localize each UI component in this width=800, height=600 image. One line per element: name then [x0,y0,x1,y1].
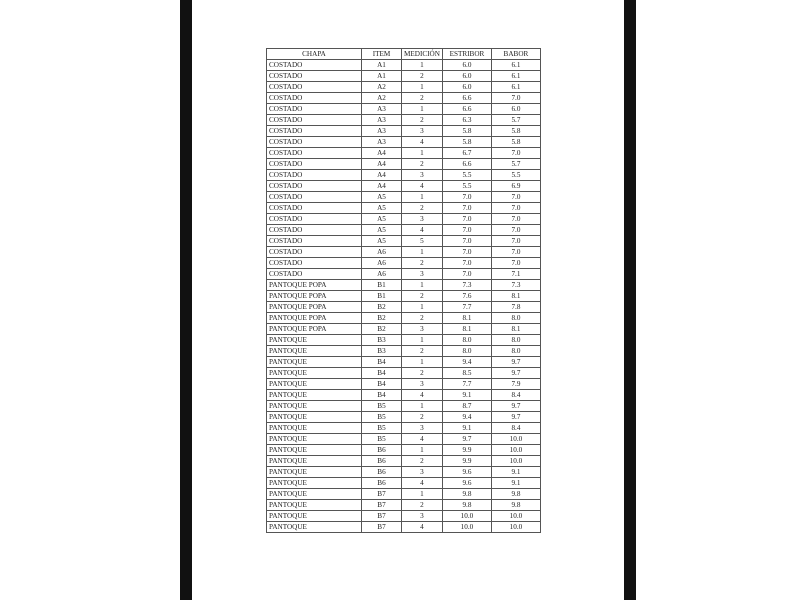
table-row [267,82,541,93]
cell-medicion: 1 [402,247,443,258]
cell-item: A6 [362,258,402,269]
cell-chapa: PANTOQUE [267,445,362,456]
document-page [192,0,624,600]
cell-item: B5 [362,423,402,434]
cell-chapa: COSTADO [267,137,362,148]
table-row [267,280,541,291]
cell-babor: 6.9 [491,181,540,192]
cell-babor: 5.8 [491,126,540,137]
cell-babor: 10.0 [491,511,540,522]
cell-chapa: PANTOQUE [267,357,362,368]
cell-estribor: 6.0 [442,71,491,82]
cell-chapa: PANTOQUE [267,500,362,511]
cell-medicion: 1 [402,280,443,291]
cell-chapa: COSTADO [267,82,362,93]
cell-medicion: 4 [402,390,443,401]
cell-chapa: COSTADO [267,181,362,192]
cell-medicion: 1 [402,148,443,159]
cell-estribor: 7.0 [442,203,491,214]
cell-chapa: COSTADO [267,214,362,225]
table-row [267,93,541,104]
cell-estribor: 7.3 [442,280,491,291]
cell-estribor: 7.6 [442,291,491,302]
cell-estribor: 6.0 [442,82,491,93]
cell-chapa: COSTADO [267,258,362,269]
cell-babor: 10.0 [491,445,540,456]
cell-chapa: PANTOQUE POPA [267,280,362,291]
table-row [267,423,541,434]
cell-chapa: COSTADO [267,93,362,104]
table-row [267,269,541,280]
table-row [267,489,541,500]
cell-babor: 8.1 [491,324,540,335]
cell-chapa: COSTADO [267,126,362,137]
cell-item: A4 [362,181,402,192]
cell-babor: 8.0 [491,346,540,357]
cell-item: B6 [362,478,402,489]
cell-estribor: 9.6 [442,478,491,489]
cell-item: A1 [362,60,402,71]
thickness-measurement-table [266,48,541,533]
cell-babor: 6.1 [491,60,540,71]
cell-estribor: 6.6 [442,93,491,104]
cell-item: B5 [362,434,402,445]
cell-item: B7 [362,500,402,511]
cell-babor: 5.7 [491,159,540,170]
table-row [267,500,541,511]
table-row [267,159,541,170]
cell-item: B5 [362,401,402,412]
cell-item: B4 [362,368,402,379]
cell-chapa: PANTOQUE [267,401,362,412]
cell-babor: 8.0 [491,313,540,324]
table-row [267,247,541,258]
cell-medicion: 2 [402,71,443,82]
cell-medicion: 4 [402,434,443,445]
cell-chapa: PANTOQUE [267,511,362,522]
cell-babor: 5.5 [491,170,540,181]
table-row [267,368,541,379]
cell-estribor: 10.0 [442,522,491,533]
cell-babor: 9.7 [491,357,540,368]
table-row [267,467,541,478]
cell-chapa: PANTOQUE POPA [267,324,362,335]
cell-medicion: 3 [402,269,443,280]
cell-babor: 7.0 [491,93,540,104]
cell-chapa: PANTOQUE [267,423,362,434]
cell-item: A3 [362,126,402,137]
cell-babor: 6.1 [491,82,540,93]
table-row [267,170,541,181]
cell-medicion: 3 [402,467,443,478]
cell-babor: 5.7 [491,115,540,126]
cell-chapa: PANTOQUE [267,412,362,423]
cell-medicion: 2 [402,456,443,467]
cell-estribor: 9.9 [442,456,491,467]
cell-medicion: 4 [402,225,443,236]
column-header-medicion: MEDICIÓN [402,49,443,60]
cell-medicion: 3 [402,379,443,390]
cell-estribor: 9.1 [442,390,491,401]
cell-estribor: 9.8 [442,500,491,511]
cell-medicion: 2 [402,500,443,511]
cell-estribor: 7.7 [442,302,491,313]
table-row [267,390,541,401]
cell-medicion: 1 [402,104,443,115]
cell-estribor: 7.0 [442,192,491,203]
cell-babor: 6.1 [491,71,540,82]
table-row [267,60,541,71]
table-row [267,346,541,357]
cell-babor: 7.0 [491,225,540,236]
cell-item: A3 [362,115,402,126]
cell-medicion: 2 [402,291,443,302]
cell-estribor: 7.0 [442,247,491,258]
cell-estribor: 8.1 [442,313,491,324]
cell-medicion: 2 [402,313,443,324]
cell-estribor: 7.0 [442,269,491,280]
cell-babor: 9.1 [491,478,540,489]
cell-chapa: PANTOQUE [267,434,362,445]
cell-chapa: PANTOQUE [267,390,362,401]
cell-estribor: 9.9 [442,445,491,456]
cell-estribor: 8.7 [442,401,491,412]
table-row [267,335,541,346]
cell-estribor: 6.6 [442,104,491,115]
cell-item: A5 [362,192,402,203]
cell-item: B3 [362,335,402,346]
cell-item: B1 [362,291,402,302]
cell-estribor: 7.0 [442,225,491,236]
cell-estribor: 5.5 [442,170,491,181]
cell-babor: 7.0 [491,247,540,258]
cell-babor: 10.0 [491,522,540,533]
cell-estribor: 7.7 [442,379,491,390]
cell-chapa: COSTADO [267,115,362,126]
cell-item: A6 [362,247,402,258]
cell-item: B2 [362,324,402,335]
cell-chapa: COSTADO [267,192,362,203]
cell-medicion: 3 [402,170,443,181]
cell-estribor: 9.7 [442,434,491,445]
cell-item: A1 [362,71,402,82]
cell-chapa: COSTADO [267,71,362,82]
table-row [267,445,541,456]
cell-chapa: COSTADO [267,203,362,214]
cell-babor: 10.0 [491,434,540,445]
cell-chapa: PANTOQUE [267,467,362,478]
cell-medicion: 1 [402,192,443,203]
column-header-item: ITEM [362,49,402,60]
table-row [267,522,541,533]
cell-medicion: 3 [402,126,443,137]
cell-medicion: 1 [402,60,443,71]
cell-chapa: PANTOQUE [267,478,362,489]
table-header [267,49,541,60]
table-row [267,291,541,302]
cell-estribor: 9.4 [442,357,491,368]
cell-babor: 6.0 [491,104,540,115]
cell-babor: 5.8 [491,137,540,148]
cell-medicion: 3 [402,423,443,434]
cell-item: A5 [362,214,402,225]
cell-chapa: COSTADO [267,159,362,170]
cell-item: A4 [362,159,402,170]
table-row [267,115,541,126]
cell-babor: 7.0 [491,203,540,214]
cell-babor: 9.7 [491,412,540,423]
cell-item: B7 [362,489,402,500]
cell-medicion: 2 [402,368,443,379]
cell-item: A2 [362,82,402,93]
table-row [267,148,541,159]
cell-chapa: COSTADO [267,104,362,115]
cell-medicion: 2 [402,203,443,214]
cell-babor: 8.4 [491,423,540,434]
table-row [267,214,541,225]
cell-babor: 7.0 [491,214,540,225]
cell-item: A6 [362,269,402,280]
cell-chapa: PANTOQUE [267,335,362,346]
cell-babor: 7.3 [491,280,540,291]
table-row [267,258,541,269]
cell-item: B6 [362,467,402,478]
cell-babor: 7.0 [491,236,540,247]
cell-estribor: 9.4 [442,412,491,423]
table-row [267,412,541,423]
cell-chapa: PANTOQUE [267,346,362,357]
cell-estribor: 8.1 [442,324,491,335]
cell-estribor: 7.0 [442,258,491,269]
cell-babor: 7.0 [491,192,540,203]
viewer-frame-left [180,0,192,600]
cell-estribor: 6.0 [442,60,491,71]
table-row [267,379,541,390]
cell-estribor: 5.5 [442,181,491,192]
cell-babor: 9.7 [491,401,540,412]
cell-item: B1 [362,280,402,291]
cell-chapa: COSTADO [267,236,362,247]
table-row [267,181,541,192]
cell-babor: 10.0 [491,456,540,467]
cell-babor: 8.4 [491,390,540,401]
cell-medicion: 1 [402,302,443,313]
table-row [267,192,541,203]
table-row [267,357,541,368]
table-row [267,302,541,313]
table-row [267,104,541,115]
cell-babor: 9.8 [491,500,540,511]
cell-estribor: 10.0 [442,511,491,522]
cell-item: B7 [362,522,402,533]
cell-medicion: 1 [402,489,443,500]
table-body [267,60,541,533]
cell-medicion: 2 [402,159,443,170]
cell-medicion: 2 [402,93,443,104]
cell-estribor: 9.8 [442,489,491,500]
cell-medicion: 2 [402,115,443,126]
cell-item: B4 [362,390,402,401]
cell-chapa: PANTOQUE [267,379,362,390]
cell-medicion: 4 [402,181,443,192]
cell-chapa: COSTADO [267,60,362,71]
cell-babor: 7.8 [491,302,540,313]
cell-item: B2 [362,313,402,324]
cell-babor: 7.0 [491,258,540,269]
cell-item: B3 [362,346,402,357]
table-row [267,324,541,335]
cell-medicion: 3 [402,214,443,225]
cell-estribor: 7.0 [442,236,491,247]
table-row [267,203,541,214]
cell-item: B5 [362,412,402,423]
table-row [267,126,541,137]
cell-estribor: 6.6 [442,159,491,170]
table-row [267,434,541,445]
cell-babor: 7.9 [491,379,540,390]
cell-item: A5 [362,225,402,236]
column-header-estribor: ESTRIBOR [442,49,491,60]
cell-babor: 7.0 [491,148,540,159]
cell-chapa: PANTOQUE [267,522,362,533]
cell-item: B6 [362,456,402,467]
cell-chapa: PANTOQUE [267,489,362,500]
table-row [267,478,541,489]
cell-medicion: 4 [402,137,443,148]
cell-medicion: 1 [402,357,443,368]
table-row [267,236,541,247]
cell-medicion: 1 [402,335,443,346]
cell-item: B4 [362,379,402,390]
cell-medicion: 3 [402,324,443,335]
table-row [267,313,541,324]
cell-estribor: 9.1 [442,423,491,434]
table-row [267,137,541,148]
cell-item: B2 [362,302,402,313]
cell-medicion: 1 [402,82,443,93]
cell-estribor: 6.7 [442,148,491,159]
cell-item: B7 [362,511,402,522]
cell-item: A5 [362,236,402,247]
cell-chapa: PANTOQUE POPA [267,302,362,313]
cell-item: A2 [362,93,402,104]
cell-medicion: 2 [402,412,443,423]
table-row [267,71,541,82]
cell-medicion: 4 [402,522,443,533]
cell-item: B4 [362,357,402,368]
cell-chapa: COSTADO [267,148,362,159]
cell-chapa: PANTOQUE [267,456,362,467]
cell-estribor: 8.0 [442,335,491,346]
cell-estribor: 7.0 [442,214,491,225]
cell-item: A4 [362,148,402,159]
table-row [267,225,541,236]
cell-estribor: 5.8 [442,137,491,148]
cell-babor: 7.1 [491,269,540,280]
column-header-babor: BABOR [491,49,540,60]
cell-item: A3 [362,104,402,115]
cell-item: A5 [362,203,402,214]
cell-item: A4 [362,170,402,181]
cell-babor: 8.1 [491,291,540,302]
cell-estribor: 5.8 [442,126,491,137]
table-row [267,456,541,467]
cell-chapa: PANTOQUE [267,368,362,379]
cell-estribor: 6.3 [442,115,491,126]
cell-chapa: PANTOQUE POPA [267,291,362,302]
cell-babor: 9.1 [491,467,540,478]
cell-babor: 9.7 [491,368,540,379]
column-header-chapa: CHAPA [267,49,362,60]
cell-babor: 9.8 [491,489,540,500]
cell-medicion: 1 [402,445,443,456]
cell-medicion: 5 [402,236,443,247]
header-row [267,49,541,60]
cell-medicion: 2 [402,346,443,357]
cell-babor: 8.0 [491,335,540,346]
cell-item: B6 [362,445,402,456]
cell-medicion: 3 [402,511,443,522]
cell-medicion: 1 [402,401,443,412]
cell-item: A3 [362,137,402,148]
cell-chapa: COSTADO [267,269,362,280]
cell-chapa: COSTADO [267,225,362,236]
table-row [267,511,541,522]
cell-chapa: PANTOQUE POPA [267,313,362,324]
cell-medicion: 4 [402,478,443,489]
table-row [267,401,541,412]
cell-chapa: COSTADO [267,170,362,181]
cell-estribor: 8.0 [442,346,491,357]
cell-estribor: 8.5 [442,368,491,379]
cell-medicion: 2 [402,258,443,269]
viewer-frame-right [624,0,636,600]
cell-estribor: 9.6 [442,467,491,478]
cell-chapa: COSTADO [267,247,362,258]
